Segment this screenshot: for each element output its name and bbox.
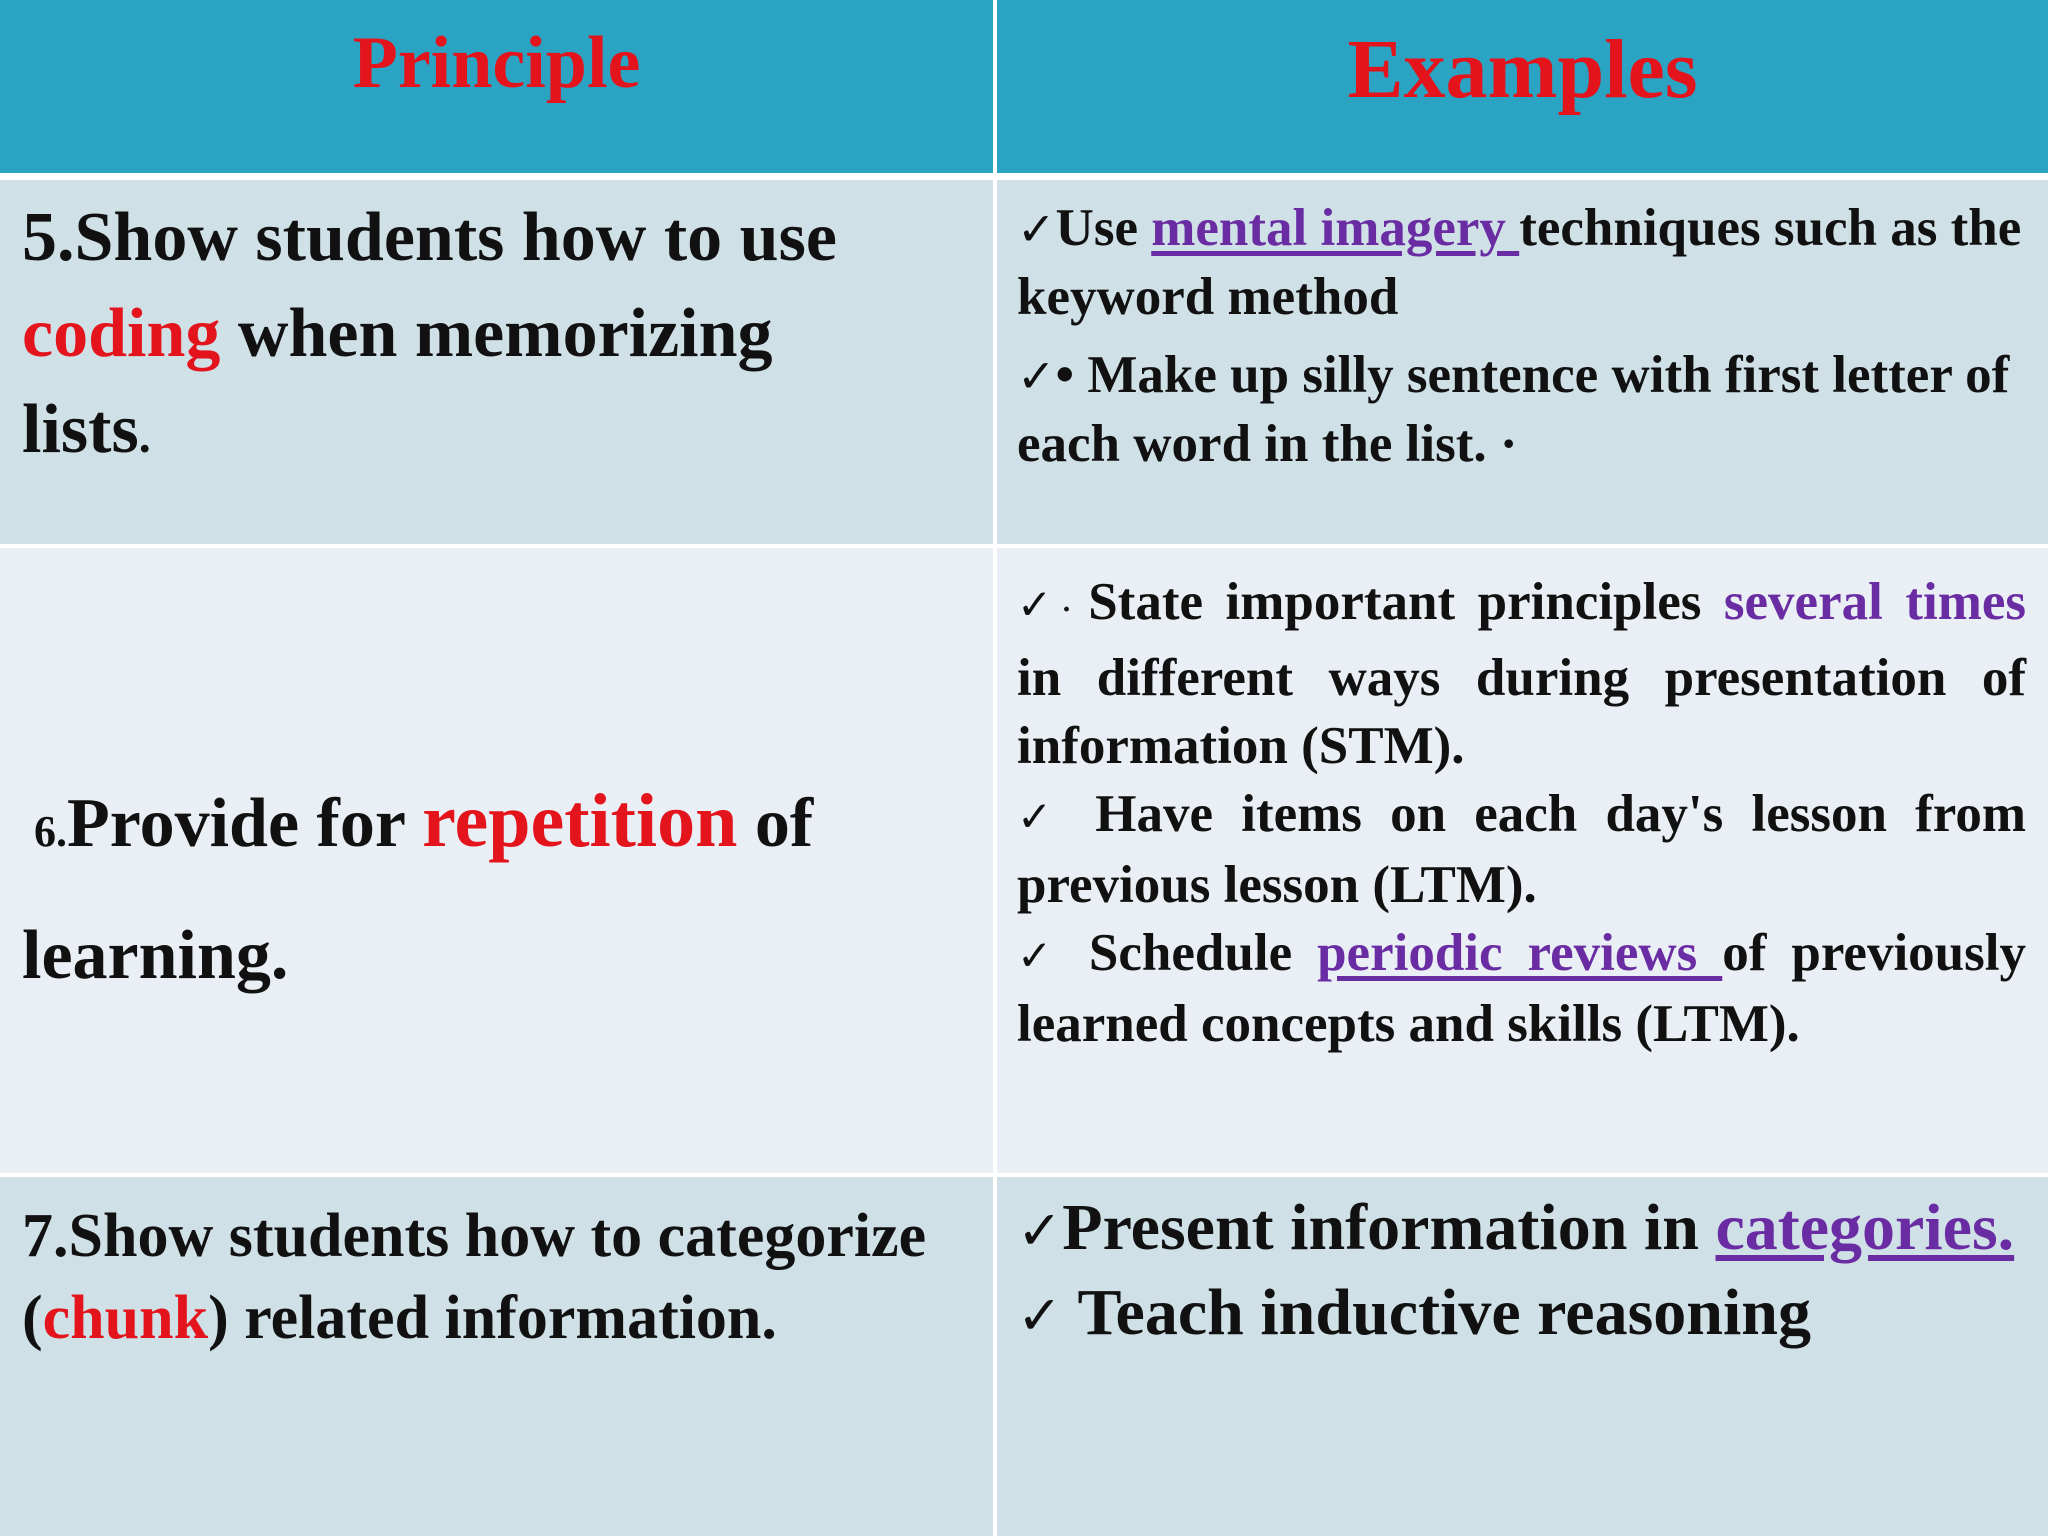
checkmark-icon: ✓ bbox=[1017, 792, 1068, 841]
example-5-2 bbox=[1017, 341, 2028, 478]
principle-5-text-3: lists bbox=[22, 391, 139, 468]
principle-5-highlight: coding bbox=[22, 295, 221, 372]
header-examples-label: Examples bbox=[1347, 23, 1698, 116]
checkmark-icon: ✓ bbox=[1017, 202, 1056, 256]
example-5-1 bbox=[1017, 194, 2028, 331]
principle-6-number: 6. bbox=[34, 807, 67, 856]
principle-cell-7 bbox=[0, 1177, 993, 1536]
example-7-1 bbox=[1017, 1187, 2028, 1272]
example-5-1-pre: Use bbox=[1055, 199, 1152, 257]
example-7-2 bbox=[1017, 1272, 2028, 1357]
principle-6-pre: Provide for bbox=[67, 785, 423, 862]
header-principle-label: Principle bbox=[352, 22, 641, 104]
example-6-1-pre: State important principles bbox=[1088, 573, 1724, 631]
checkmark-icon: ✓ bbox=[1017, 1284, 1063, 1347]
checkmark-icon: ✓ bbox=[1017, 580, 1062, 629]
examples-cell-6 bbox=[997, 548, 2048, 1173]
example-5-2-text: • Make up silly sentence with first letter of each word in the list. · bbox=[1017, 346, 2010, 473]
example-6-1-highlight: several times bbox=[1723, 573, 2026, 631]
checkmark-icon: ✓ bbox=[1017, 349, 1056, 403]
example-6-3-post: of previously learned concepts and skills (LTM). bbox=[1017, 924, 2026, 1053]
header-examples bbox=[997, 0, 2048, 173]
examples-cell-7 bbox=[997, 1177, 2048, 1536]
examples-cell-5 bbox=[997, 180, 2048, 544]
categories-link[interactable]: categories. bbox=[1715, 1191, 2015, 1264]
principle-cell-6 bbox=[0, 548, 993, 1173]
principle-7-post: ) related information. bbox=[208, 1284, 777, 1352]
principle-cell-5 bbox=[0, 180, 993, 544]
periodic-reviews-link[interactable]: periodic reviews bbox=[1317, 924, 1723, 982]
principle-6-line2: learning. bbox=[22, 917, 289, 994]
principle-6-highlight: repetition bbox=[422, 779, 738, 863]
example-7-2-text: Teach inductive reasoning bbox=[1062, 1276, 1812, 1349]
example-7-1-pre: Present information in bbox=[1062, 1191, 1716, 1264]
bullet-dot: · bbox=[1061, 593, 1089, 626]
example-5-1-post: techniques such as the keyword method bbox=[1017, 199, 2022, 326]
principle-5-period: . bbox=[138, 410, 151, 463]
checkmark-icon: ✓ bbox=[1017, 1199, 1063, 1262]
principle-5-text: 5.Show students how to use bbox=[22, 199, 837, 276]
example-6-2 bbox=[1017, 780, 2026, 919]
principle-7-highlight: chunk bbox=[42, 1284, 209, 1352]
principle-6-line1 bbox=[34, 773, 813, 880]
mental-imagery-link[interactable]: mental imagery bbox=[1151, 199, 1520, 257]
example-6-1 bbox=[1017, 568, 2026, 780]
example-6-3 bbox=[1017, 919, 2026, 1058]
example-6-1-post: in different ways during presentation of information (STM). bbox=[1017, 649, 2026, 775]
principle-5-text-2: when memorizing bbox=[220, 295, 773, 372]
header-principle bbox=[0, 0, 993, 173]
checkmark-icon: ✓ bbox=[1017, 931, 1064, 980]
principle-7-pre: 7.Show students how to categorize ( bbox=[22, 1202, 927, 1352]
principle-6-post: of bbox=[737, 785, 814, 862]
example-6-2-text: Have items on each day's lesson from previous lesson (LTM). bbox=[1017, 785, 2026, 914]
example-6-3-pre: Schedule bbox=[1063, 924, 1318, 982]
